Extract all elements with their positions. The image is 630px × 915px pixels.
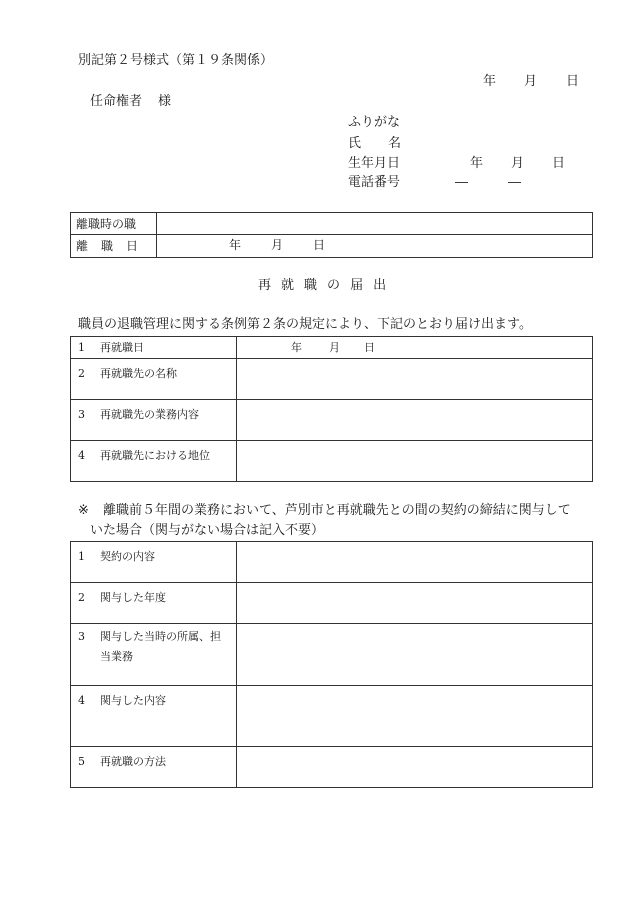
row-label: 4 関与した内容 — [71, 686, 237, 747]
row-label: 4 再就職先における地位 — [71, 440, 237, 481]
main-table — [70, 336, 593, 482]
page-title: 再 就 職 の 届 出 — [258, 278, 387, 293]
employer-business-field[interactable] — [237, 399, 593, 440]
date-day: 日 — [566, 74, 580, 89]
note-line-1: 離職前５年間の業務において、芦別市と再就職先との間の契約の締結に関与して — [103, 503, 571, 518]
row-label: 2 関与した年度 — [71, 583, 237, 624]
contract-table — [70, 541, 593, 788]
table-row — [71, 542, 593, 583]
retirement-table — [70, 212, 593, 258]
row-label: 1 契約の内容 — [71, 542, 237, 583]
phone-label: 電話番号 — [348, 175, 401, 190]
note-mark: ※ — [78, 503, 89, 518]
row-label: 2 再就職先の名称 — [71, 358, 237, 399]
table-row — [71, 358, 593, 399]
birth-year: 年 — [470, 156, 484, 171]
retirement-position-label: 離職時の職 — [71, 213, 157, 235]
retirement-date-label: 離 職 日 — [71, 235, 157, 257]
reemployment-date-field[interactable]: 年 月 日 — [237, 337, 593, 359]
name-label-2: 名 — [388, 136, 402, 151]
row-label: 3 関与した当時の所属、担 当業務 — [71, 624, 237, 686]
retirement-position-field[interactable] — [157, 213, 593, 235]
table-row — [71, 337, 593, 359]
involvement-content-field[interactable] — [237, 686, 593, 747]
recipient-suffix: 様 — [158, 94, 172, 109]
row-label: 5 再就職の方法 — [71, 747, 237, 788]
recipient: 任命権者 — [90, 94, 143, 109]
involved-department-field[interactable] — [237, 624, 593, 686]
reemployment-method-field[interactable] — [237, 747, 593, 788]
table-row — [71, 686, 593, 747]
employer-position-field[interactable] — [237, 440, 593, 481]
intro-text: 職員の退職管理に関する条例第２条の規定により、下記のとおり届け出ます。 — [78, 317, 532, 332]
birth-month: 月 — [511, 156, 525, 171]
note-line-2: いた場合（関与がない場合は記入不要） — [90, 523, 325, 538]
phone-dash-2: ― — [508, 175, 521, 190]
involved-year-field[interactable] — [237, 583, 593, 624]
table-row — [71, 624, 593, 686]
table-row — [71, 583, 593, 624]
table-row — [71, 440, 593, 481]
birthdate-label: 生年月日 — [348, 156, 401, 171]
table-row — [71, 399, 593, 440]
table-row — [71, 747, 593, 788]
form-number: 別記第２号様式（第１９条関係） — [78, 53, 274, 68]
birth-day: 日 — [552, 156, 566, 171]
contract-content-field[interactable] — [237, 542, 593, 583]
phone-dash-1: ― — [455, 175, 468, 190]
date-month: 月 — [524, 74, 538, 89]
employer-name-field[interactable] — [237, 358, 593, 399]
furigana-label: ふりがな — [348, 115, 401, 130]
name-label-1: 氏 — [348, 136, 362, 151]
row-label: 1 再就職日 — [71, 337, 237, 359]
retirement-date-field[interactable]: 年 月 日 — [157, 235, 593, 257]
row-label: 3 再就職先の業務内容 — [71, 399, 237, 440]
date-year: 年 — [483, 74, 497, 89]
